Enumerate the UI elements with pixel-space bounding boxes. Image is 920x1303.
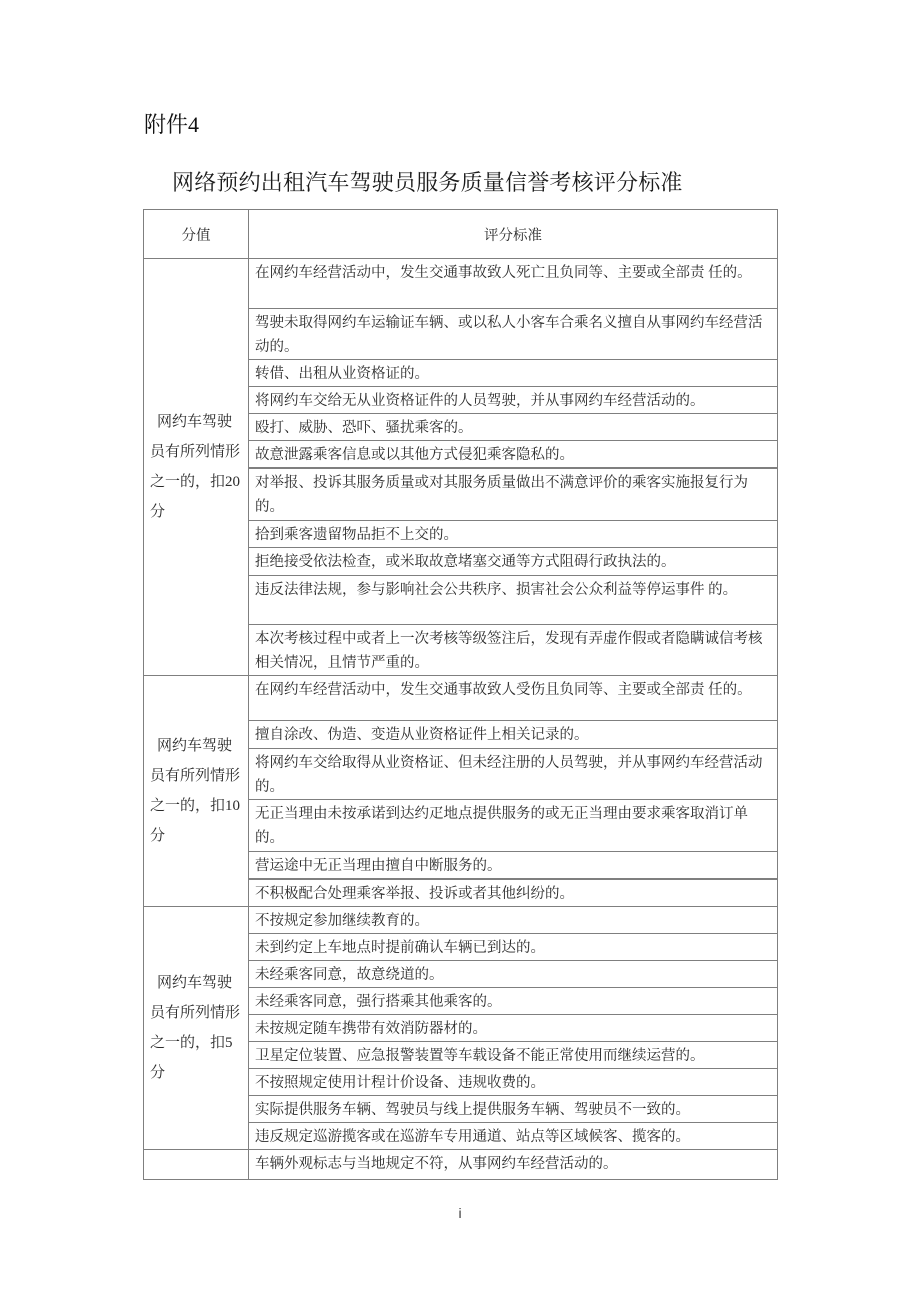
criteria-cell: 将网约车交给无从业资格证件的人员驾驶，并从事网约车经营活动的。 (249, 387, 778, 414)
criteria-cell: 不按规定参加继续教育的。 (249, 907, 778, 934)
table-row (144, 907, 778, 934)
criteria-cell: 不按照规定使用计程计价设备、违规收费的。 (249, 1069, 778, 1096)
criteria-cell: 擅自涂改、伪造、变造从业资格证件上相关记录的。 (249, 720, 778, 748)
criteria-cell: 车辆外观标志与当地规定不符，从事网约车经营活动的。 (249, 1150, 778, 1180)
criteria-cell: 未按规定随车携带有效消防器材的。 (249, 1015, 778, 1042)
criteria-cell: 对举报、投诉其服务质量或对其服务质量做出不满意评价的乘客实施报复行为的。 (249, 468, 778, 520)
criteria-cell: 将网约车交给取得从业资格证、但未经注册的人员驾驶，并从事网约车经营活动的。 (249, 748, 778, 799)
attachment-label: 附件4 (144, 112, 200, 137)
table-row (144, 259, 778, 309)
criteria-cell: 转借、出租从业资格证的。 (249, 360, 778, 387)
criteria-cell: 拒绝接受依法检查，或米取故意堵塞交通等方式阻碍行政执法的。 (249, 547, 778, 575)
score-cell-10: 网约车驾驶员有所列情形之一的，扣10分 (144, 675, 249, 907)
criteria-cell: 殴打、威胁、恐吓、骚扰乘客的。 (249, 414, 778, 441)
score-cell-20: 网约车驾驶员有所列情形之一的，扣20分 (144, 259, 249, 676)
criteria-cell: 故意泄露乘客信息或以其他方式侵犯乘客隐私的。 (249, 441, 778, 469)
document-title: 网络预约出租汽车驾驶员服务质量信誉考核评分标准 (172, 170, 683, 195)
criteria-cell: 未经乘客同意，故意绕道的。 (249, 961, 778, 988)
criteria-cell: 未到约定上车地点时提前确认车辆已到达的。 (249, 934, 778, 961)
criteria-cell: 违反法律法规，参与影响社会公共秩序、损害社会公众利益等停运事件 的。 (249, 575, 778, 624)
criteria-cell: 违反规定巡游揽客或在巡游车专用通道、站点等区域候客、揽客的。 (249, 1123, 778, 1150)
criteria-cell: 无正当理由未按承诺到达约疋地点提供服务的或无正当理由要求乘客取消订单的。 (249, 799, 778, 851)
table-header-row (144, 210, 778, 259)
score-cell-5: 网约车驾驶员有所列情形之一的，扣5分 (144, 907, 249, 1150)
scoring-table (143, 209, 778, 1180)
score-cell-empty (144, 1150, 249, 1180)
criteria-cell: 驾驶未取得网约车运输证车辆、或以私人小客车合乘名义擅自从事网约车经营活动的。 (249, 309, 778, 360)
criteria-cell: 卫星定位装置、应急报警装置等车载设备不能正常使用而继续运营的。 (249, 1042, 778, 1069)
criteria-cell: 本次考核过程中或者上一次考核等级签注后，发现有弄虚作假或者隐瞒诚信考核相关情况，且情节严重的。 (249, 624, 778, 675)
table-row (144, 675, 778, 720)
criteria-cell: 不积极配合处理乘客举报、投诉或者其他纠纷的。 (249, 879, 778, 907)
column-header-score: 分值 (144, 210, 249, 259)
criteria-cell: 实际提供服务车辆、驾驶员与线上提供服务车辆、驾驶员不一致的。 (249, 1096, 778, 1123)
criteria-cell: 营运途中无正当理由擅自中断服务的。 (249, 851, 778, 879)
criteria-cell: 在网约车经营活动中，发生交通事故致人受伤且负同等、主要或全部责 任的。 (249, 675, 778, 720)
page-number: i (458, 1205, 462, 1221)
criteria-cell: 在网约车经营活动中，发生交通事故致人死亡且负同等、主要或全部责 任的。 (249, 259, 778, 309)
column-header-criteria: 评分标准 (249, 210, 778, 259)
criteria-cell: 拾到乘客遗留物品拒不上交的。 (249, 520, 778, 547)
table-row (144, 1150, 778, 1180)
criteria-cell: 未经乘客同意，强行搭乘其他乘客的。 (249, 988, 778, 1015)
